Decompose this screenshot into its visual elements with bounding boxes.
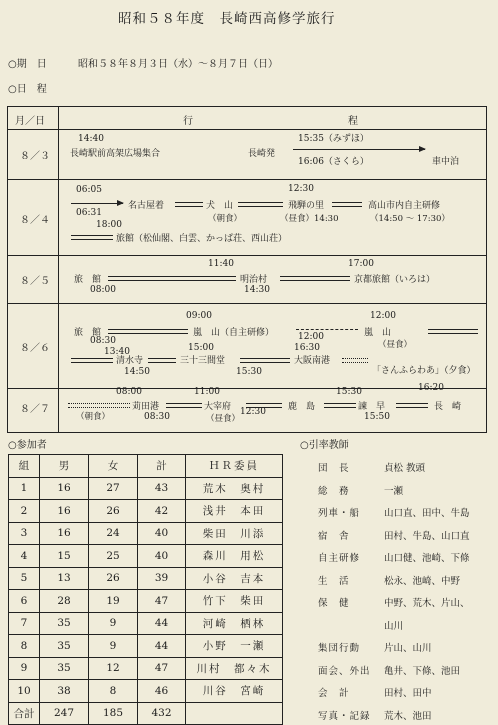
table-row (9, 702, 283, 725)
participants-table (8, 454, 283, 725)
teacher-role: 団 長 (318, 463, 350, 474)
table-cell: 42 (138, 500, 186, 523)
d3-time4: 17:00 (348, 259, 374, 269)
d2-inn: 旅館（松仙閣、白雲、かっぱ荘、西山荘） (116, 234, 288, 244)
page-title: 昭和５８年度 長崎西高修学旅行 (118, 11, 336, 27)
table-cell: 24 (89, 522, 138, 545)
table-row (9, 590, 283, 613)
teacher-role: 宿 舎 (318, 530, 350, 542)
table-cell: 小野 一瀬 (186, 635, 283, 658)
table-cell: 6 (9, 590, 40, 613)
d3-place2: 明治村 (240, 275, 268, 285)
d2-place4: 高山市内自主研修 (368, 201, 441, 211)
table-row (9, 522, 283, 545)
table-cell: 5 (9, 567, 40, 590)
teacher-role: 会 計 (318, 688, 350, 699)
d5-place2: 大宰府 (204, 402, 232, 412)
d5-time5: 15:30 (336, 387, 362, 397)
teacher-row (318, 640, 432, 654)
teacher-names: 貞松 教頭 (384, 463, 426, 474)
table-cell: 柴田 川添 (186, 522, 283, 545)
teachers-label: ○引率教師 (300, 440, 349, 451)
d4-place5: 三十三間堂 (180, 356, 226, 366)
teacher-row (318, 708, 432, 722)
table-cell: 16 (40, 500, 89, 523)
table-cell: 39 (138, 567, 186, 590)
table-cell: 荒木 奥村 (186, 477, 283, 500)
teacher-role: 列車・船 (318, 508, 361, 519)
teacher-names: 片山、山川 (384, 643, 432, 654)
teacher-role: 自主研修 (318, 553, 361, 564)
table-cell: 竹下 柴田 (186, 590, 283, 613)
table-cell: 10 (9, 680, 40, 703)
d2-meal1: （朝食） (208, 214, 243, 224)
table-cell: 247 (40, 702, 89, 725)
d4-place6: 大阪南港 (294, 356, 331, 366)
d2-time1: 06:05 (76, 185, 102, 195)
teacher-row (318, 595, 470, 609)
header-col2: 程 (348, 116, 358, 127)
teacher-names: 田村、田中 (384, 688, 432, 699)
d4-time6: 14:50 (124, 367, 150, 377)
table-cell: 8 (89, 680, 138, 703)
teacher-names: 亀井、下條、池田 (384, 665, 461, 677)
table-cell: 浅井 本田 (186, 500, 283, 523)
table-cell: 合計 (9, 702, 40, 725)
d2-time2: 06:31 (76, 208, 102, 218)
table-cell: 19 (89, 590, 138, 613)
table-cell: 40 (138, 545, 186, 568)
teacher-names: 松永、池崎、中野 (384, 575, 461, 587)
d4-meal1: （昼食） (378, 340, 413, 350)
table-cell: 35 (40, 657, 89, 680)
table-cell: 7 (9, 612, 40, 635)
d3-time1: 08:00 (90, 285, 116, 295)
table-row (9, 635, 283, 658)
table-cell: 26 (89, 500, 138, 523)
table-header-cell: 女 (89, 455, 138, 478)
d4-time4: 12:00 (370, 311, 396, 321)
table-cell: 森川 用松 (186, 545, 283, 568)
d1-end: 車中泊 (432, 157, 460, 167)
d4-time7: 15:00 (188, 343, 214, 353)
schedule-label: ○日 程 (8, 84, 47, 95)
table-cell: 40 (138, 522, 186, 545)
table-header-row (9, 455, 283, 478)
table-header-cell: 計 (138, 455, 186, 478)
d3-time3: 14:30 (244, 285, 270, 295)
d5-time7: 16:20 (418, 383, 444, 393)
table-cell: 43 (138, 477, 186, 500)
d2-time5: 18:00 (96, 220, 122, 230)
d4-time1: 08:30 (90, 336, 116, 346)
table-cell: 35 (40, 612, 89, 635)
d4-time9: 16:30 (294, 343, 320, 353)
d5-place4: 諫 早 (358, 402, 386, 412)
d5-place5: 長 崎 (434, 402, 462, 412)
table-cell: 河崎 栖林 (186, 612, 283, 635)
teacher-role: 集団行動 (318, 643, 361, 654)
teacher-names: 山口健、池崎、下條 (384, 553, 470, 564)
table-cell: 1 (9, 477, 40, 500)
table-header-cell: 組 (9, 455, 40, 478)
teacher-role: 保 健 (318, 598, 350, 609)
d5-meal2: （昼食） (206, 414, 241, 424)
teacher-role: 写真・記録 (318, 710, 371, 722)
teacher-row (318, 663, 460, 677)
table-cell: 185 (89, 702, 138, 725)
teacher-row (318, 528, 470, 542)
table-cell: 小谷 吉本 (186, 567, 283, 590)
teacher-role: 面会、外出 (318, 665, 371, 677)
teacher-row (318, 505, 470, 519)
table-cell: 8 (9, 635, 40, 658)
d4-place3: 嵐 山 (364, 328, 392, 338)
table-row (9, 567, 283, 590)
d3-time2: 11:40 (208, 259, 234, 269)
d4-place4: 清水寺 (116, 356, 144, 366)
table-cell: 16 (40, 477, 89, 500)
table-row (9, 500, 283, 523)
d1-place2: 長崎発 (248, 149, 276, 159)
table-cell: 47 (138, 590, 186, 613)
teacher-row (318, 550, 470, 564)
table-header-cell: ＨＲ委員 (186, 455, 283, 478)
d5-time6: 15:50 (364, 412, 390, 422)
d5-time4: 12:30 (240, 407, 266, 417)
d5-time3: 11:00 (194, 387, 220, 397)
d4-time3: 12:00 (298, 332, 324, 342)
table-cell: 9 (89, 635, 138, 658)
table-cell: 4 (9, 545, 40, 568)
table-cell: 15 (40, 545, 89, 568)
table-cell: 3 (9, 522, 40, 545)
table-cell (186, 702, 283, 725)
date-8-6: ８／６ (20, 343, 50, 354)
table-cell: 44 (138, 635, 186, 658)
d5-place3: 鹿 島 (288, 402, 316, 412)
d4-ship: 「さんふらわあ」（夕食） (372, 366, 476, 376)
table-cell: 川谷 宮崎 (186, 680, 283, 703)
table-row (9, 477, 283, 500)
d2-time4: （14:50 ～ 17:30） (370, 214, 450, 224)
d5-place1: 苅田港 (132, 402, 160, 412)
teacher-names: 一瀬 (384, 485, 404, 497)
d2-place3: 飛騨の里 (288, 201, 325, 211)
d5-time2: 08:30 (144, 412, 170, 422)
d4-time5: 13:40 (104, 347, 130, 357)
itinerary-table (7, 106, 487, 433)
table-cell: 47 (138, 657, 186, 680)
table-header-cell: 男 (40, 455, 89, 478)
table-cell: 28 (40, 590, 89, 613)
date-8-7: ８／７ (20, 404, 50, 415)
d5-meal1: （朝食） (76, 412, 111, 422)
d4-time8: 15:30 (236, 367, 262, 377)
d4-time2: 09:00 (186, 311, 212, 321)
table-row (9, 657, 283, 680)
table-cell: 16 (40, 522, 89, 545)
date-8-5: ８／５ (20, 276, 50, 287)
table-cell: 432 (138, 702, 186, 725)
teacher-names: 荒木、池田 (384, 710, 432, 722)
teacher-row (318, 685, 432, 699)
teacher-names: 中野、荒木、片山、 (384, 598, 470, 609)
table-row (9, 545, 283, 568)
teacher-role: 生 活 (318, 575, 350, 587)
d1-time2: 15:35（みずほ） (298, 134, 369, 144)
table-cell: 2 (9, 500, 40, 523)
table-cell: 川村 都々木 (186, 657, 283, 680)
header-col1: 行 (183, 116, 193, 127)
participants-label: ○参加者 (8, 440, 47, 451)
d3-place1: 旅 館 (74, 275, 102, 285)
header-date: 月／日 (15, 116, 45, 127)
d3-place3: 京都旅館（いろは） (354, 275, 436, 285)
table-cell: 25 (89, 545, 138, 568)
table-cell: 9 (9, 657, 40, 680)
d2-time3: 12:30 (288, 184, 314, 194)
d1-time1: 14:40 (78, 134, 104, 144)
table-cell: 46 (138, 680, 186, 703)
teacher-row (318, 573, 460, 587)
teacher-row (318, 618, 403, 632)
teacher-role: 総 務 (318, 485, 350, 497)
teacher-names: 山口直、田中、牛島 (384, 508, 470, 519)
teacher-row (318, 483, 403, 497)
table-row (9, 680, 283, 703)
d4-place1: 旅 館 (74, 328, 102, 338)
table-cell: 13 (40, 567, 89, 590)
d1-place1: 長崎駅前高架広場集合 (70, 149, 161, 159)
d2-place2: 犬 山 (206, 201, 234, 211)
d2-meal2: （昼食）14:30 (280, 214, 339, 224)
table-cell: 9 (89, 612, 138, 635)
date-8-4: ８／４ (20, 215, 50, 226)
period-value: 昭和５８年８月３日（水）～８月７日（日） (78, 59, 278, 70)
teacher-names: 山川 (384, 620, 404, 632)
table-cell: 12 (89, 657, 138, 680)
d5-time1: 08:00 (116, 387, 142, 397)
d1-time3: 16:06（さくら） (298, 157, 369, 167)
teacher-names: 田村、牛島、山口直 (384, 530, 470, 542)
table-cell: 44 (138, 612, 186, 635)
d4-place2: 嵐 山（自主研修） (193, 328, 275, 338)
table-row (9, 612, 283, 635)
table-cell: 35 (40, 635, 89, 658)
period-label: ○期 日 (8, 59, 47, 70)
table-cell: 26 (89, 567, 138, 590)
table-cell: 38 (40, 680, 89, 703)
d2-place1: 名古屋着 (128, 201, 165, 211)
date-8-3: ８／３ (20, 151, 50, 162)
table-cell: 27 (89, 477, 138, 500)
teacher-row (318, 460, 425, 474)
